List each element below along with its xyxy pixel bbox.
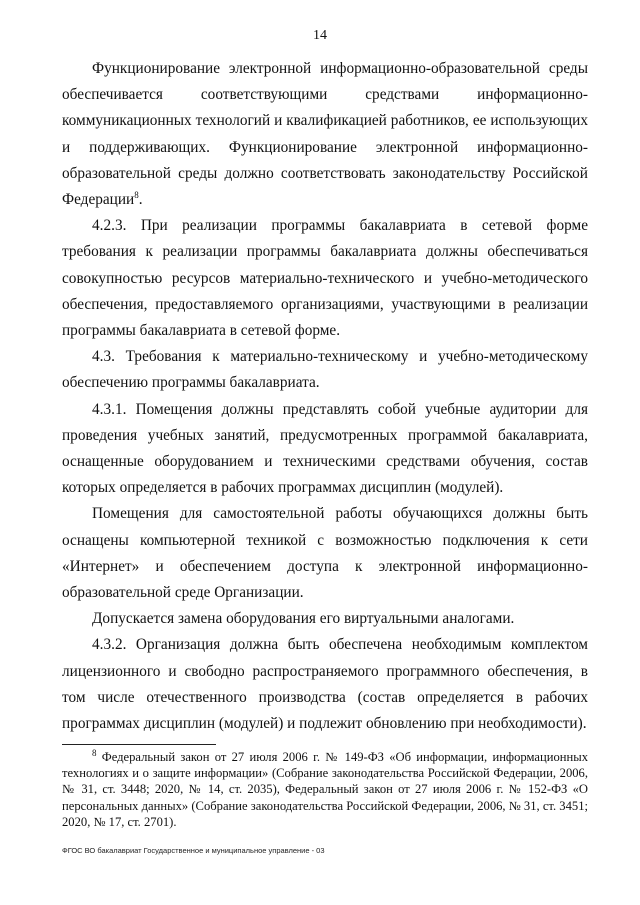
paragraph-4-3-2: 4.3.2. Организация должна быть обеспечена необходимым комплектом лицензионного и свободно распространяемого программного обеспечения, в том числе отечественного производства (состав определяется в рабочих программах дисциплин (модулей) и подлежит обновлению при необходимости). bbox=[62, 636, 588, 733]
paragraph-virtual-analogues: Допускается замена оборудования его виртуальными аналогами. bbox=[92, 610, 515, 628]
paragraph-4-3-1: 4.3.1. Помещения должны представлять собой учебные аудитории для проведения учебных занятий, предусмотренных программой бакалавриата, оснащенные оборудованием и техническими средствами обучения, состав которых определяется в рабочих программах дисциплин (модулей). bbox=[62, 400, 588, 497]
paragraph-4-3: 4.3. Требования к материально-техническому и учебно-методическому обеспечению программы бакалавриата. bbox=[62, 348, 588, 392]
footnote-marker: 8 bbox=[92, 747, 97, 758]
page-number: 14 bbox=[313, 28, 327, 43]
footnote-text: Федеральный закон от 27 июля 2006 г. № 149-ФЗ «Об информации, информационных технологиях и о защите информации» (Собрание законодательства Российской Федерации, 2006, № 31, ст. 3448; 2020, № 14, ст. 2035), Федеральный закон от 27 июля 2006 г. № 152-ФЗ «О персональных данных» (Собрание законодательства Российской Федерации, 2006, № 31, ст. 3451; 2020, № 17, ст. 2701). bbox=[62, 750, 588, 829]
main-text bbox=[62, 56, 588, 737]
footnote-separator bbox=[62, 744, 216, 745]
paragraph-4-2-3: 4.2.3. При реализации программы бакалавриата в сетевой форме требования к реализации программы бакалавриата должны обеспечиваться совокупностью ресурсов материально-технического и учебно-методического обеспечения, предоставляемого организациями, участвующими в реализации программы бакалавриата в сетевой форме. bbox=[62, 217, 588, 340]
paragraph-self-study-rooms: Помещения для самостоятельной работы обучающихся должны быть оснащены компьютерной техникой с возможностью подключения к сети «Интернет» и обеспечением доступа к электронной информационно-образовательной среде Организации. bbox=[62, 505, 588, 602]
page-footer: ФГОС ВО бакалавриат Государственное и муниципальное управление - 03 bbox=[62, 846, 325, 855]
paragraph-eios: Функционирование электронной информационно-образовательной среды обеспечивается соответствующими средствами информационно-коммуникационных технологий и квалификацией работников, ее использующих и поддерживающих. Функционирование электронной информационно-образовательной среды должно соответствовать законодательству Российской Федерации$^8$. bbox=[62, 60, 588, 209]
footnote bbox=[62, 749, 588, 830]
footnote-reference: 8 bbox=[134, 189, 139, 200]
